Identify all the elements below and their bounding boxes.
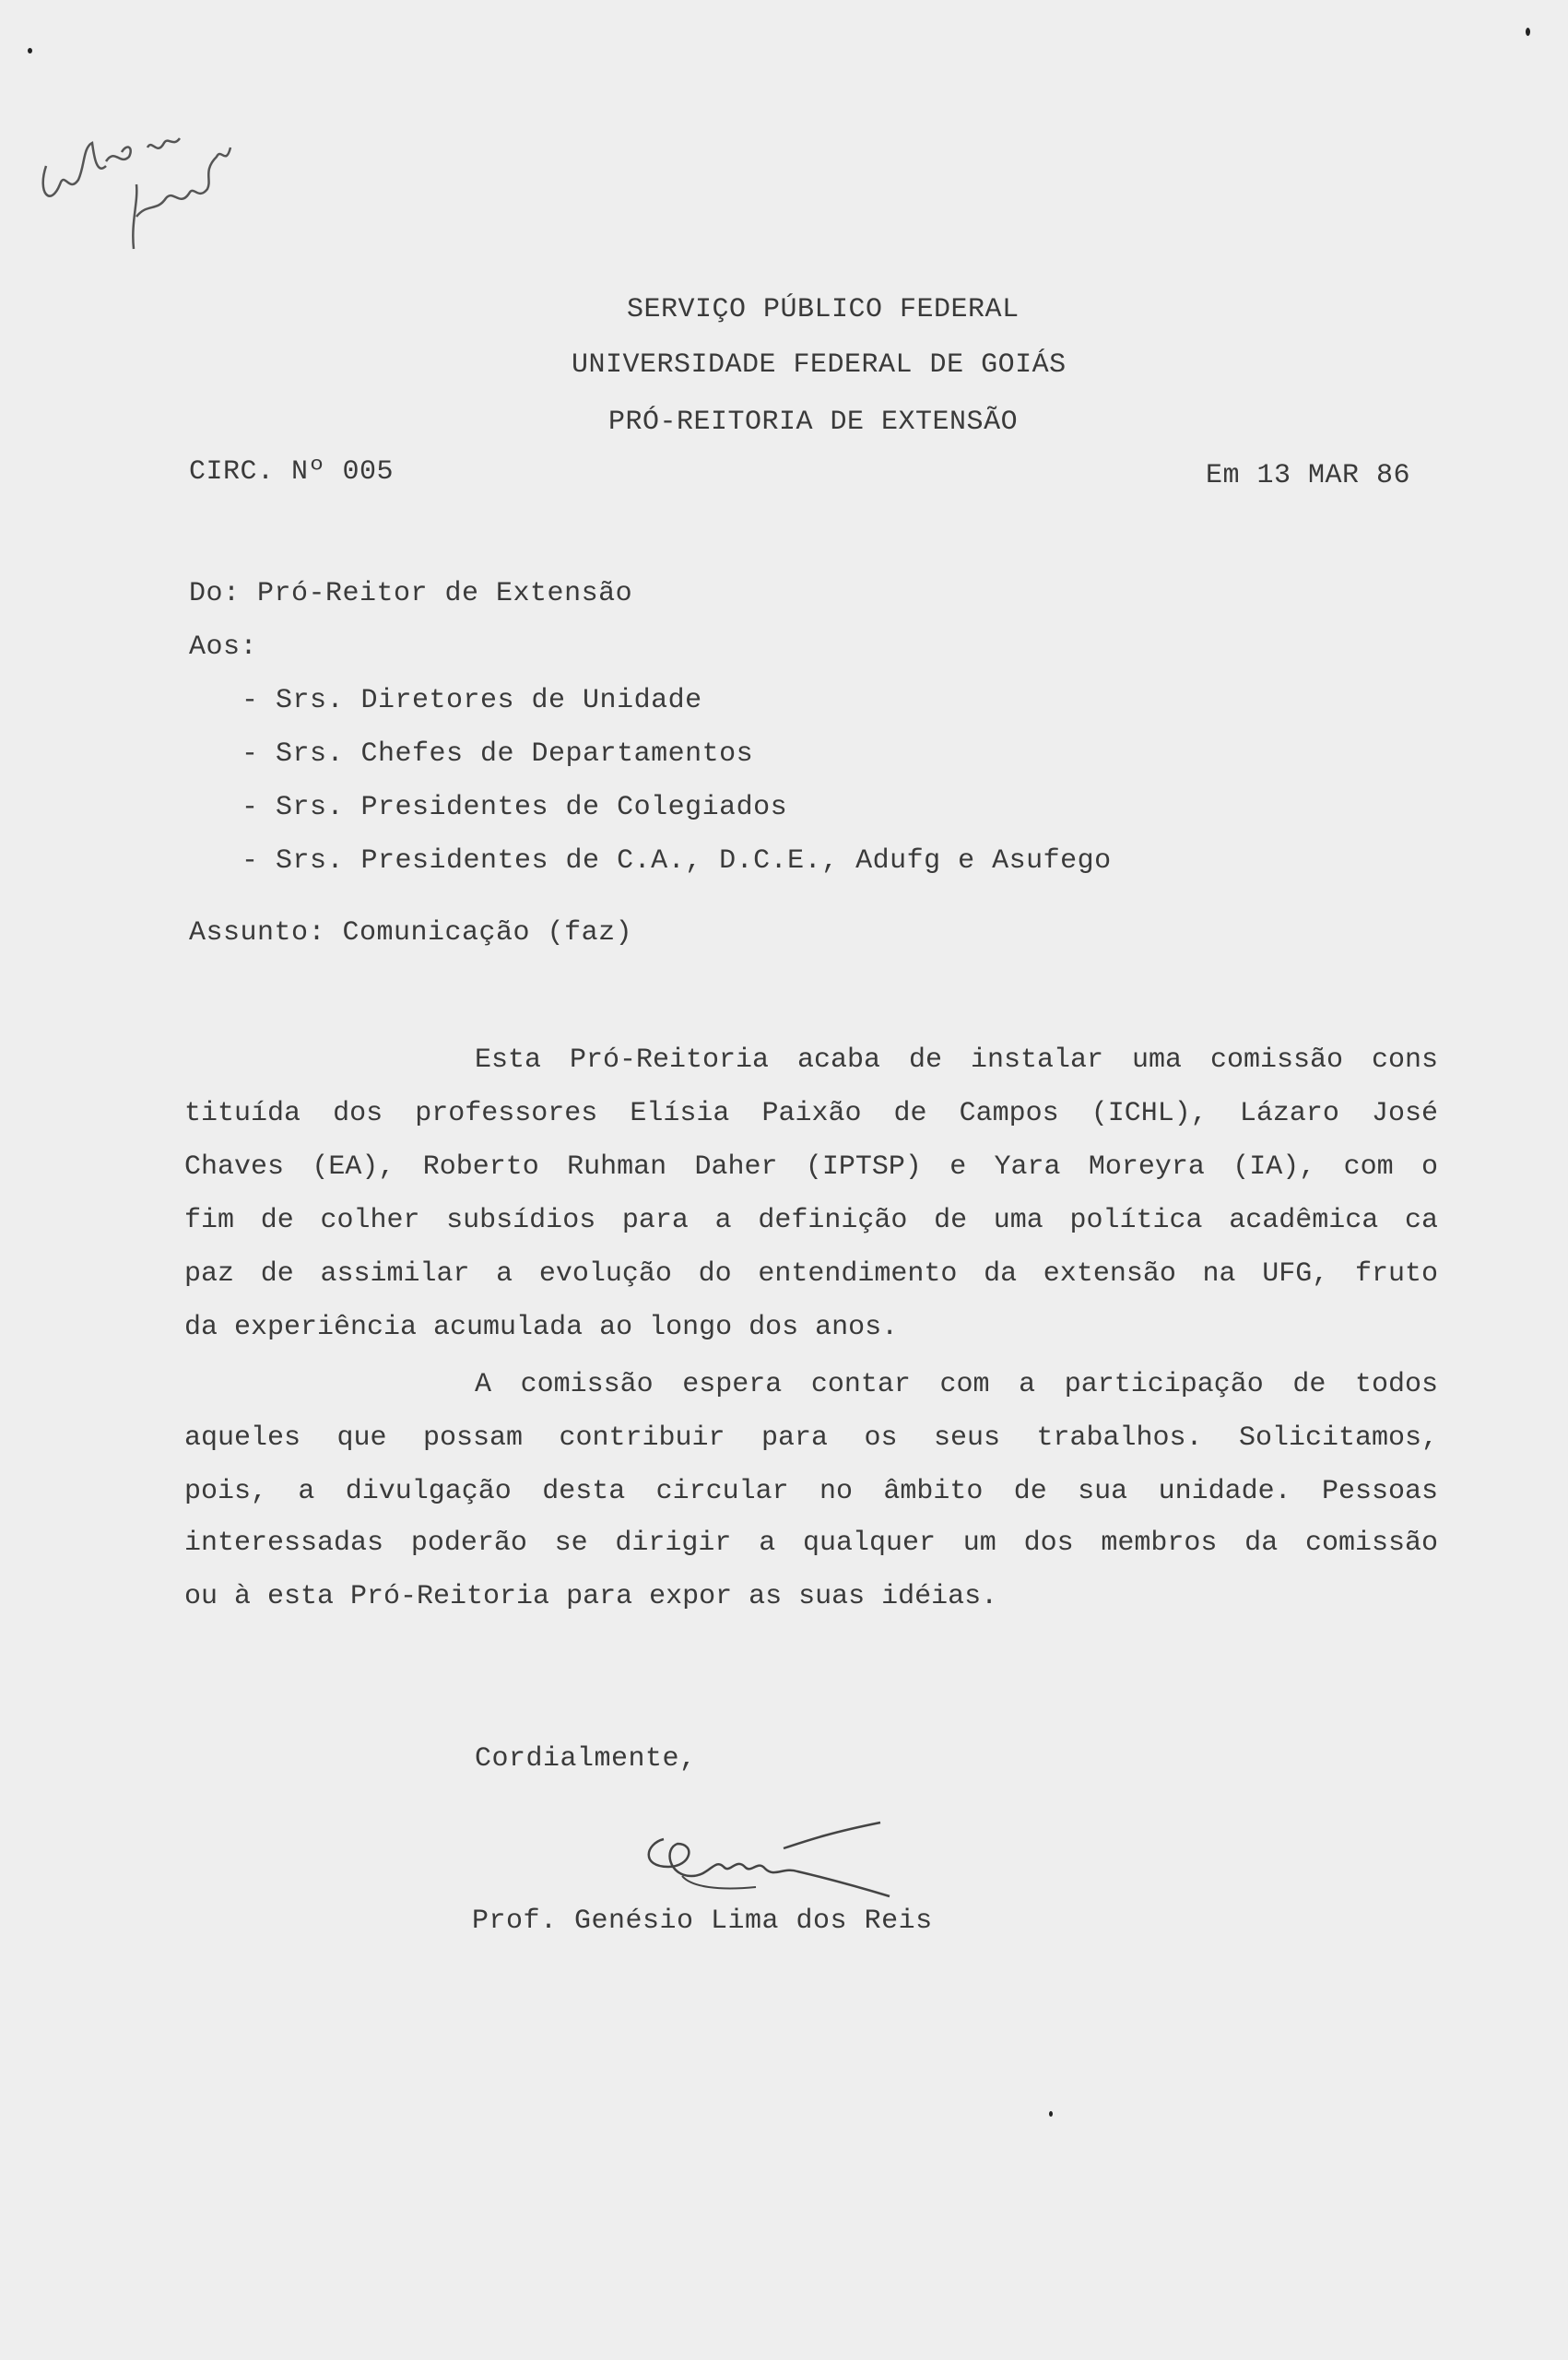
body-line: tituída dos professores Elísia Paixão de Campos (ICHL), Lázaro José xyxy=(184,1098,1438,1129)
ink-speck xyxy=(1526,28,1530,36)
handwritten-note xyxy=(18,55,240,258)
body-line: interessadas poderão se dirigir a qualquer um dos membros da comissão xyxy=(184,1528,1438,1559)
circular-number: CIRC. Nº 005 xyxy=(189,456,395,488)
body-line: Chaves (EA), Roberto Ruhman Daher (IPTSP) e Yara Moreyra (IA), com o xyxy=(184,1151,1438,1183)
circular-date: Em 13 MAR 86 xyxy=(1206,460,1411,491)
header-line-3: PRÓ-REITORIA DE EXTENSÃO xyxy=(608,407,1019,438)
closing: Cordialmente, xyxy=(475,1743,697,1775)
body-line: A comissão espera contar com a participação de todos xyxy=(475,1369,1438,1400)
body-line: Esta Pró-Reitoria acaba de instalar uma comissão cons xyxy=(475,1044,1438,1076)
recipient-item: - Srs. Chefes de Departamentos xyxy=(242,738,754,770)
subject-line: Assunto: Comunicação (faz) xyxy=(189,917,633,949)
header-line-1: SERVIÇO PÚBLICO FEDERAL xyxy=(627,294,1020,325)
ink-speck xyxy=(28,48,32,53)
signatory-name: Prof. Genésio Lima dos Reis xyxy=(472,1906,933,1937)
body-line: aqueles que possam contribuir para os seus trabalhos. Solicitamos, xyxy=(184,1422,1438,1454)
to-label: Aos: xyxy=(189,631,258,663)
header-line-2: UNIVERSIDADE FEDERAL DE GOIÁS xyxy=(572,349,1067,381)
from-line: Do: Pró-Reitor de Extensão xyxy=(189,578,633,609)
body-line: pois, a divulgação desta circular no âmbito de sua unidade. Pessoas xyxy=(184,1476,1438,1507)
recipient-item: - Srs. Diretores de Unidade xyxy=(242,685,702,716)
body-line: da experiência acumulada ao longo dos anos. xyxy=(184,1312,899,1343)
recipient-item: - Srs. Presidentes de Colegiados xyxy=(242,792,788,823)
recipient-item: - Srs. Presidentes de C.A., D.C.E., Adufg e Asufego xyxy=(242,845,1112,877)
body-line: paz de assimilar a evolução do entendimento da extensão na UFG, fruto xyxy=(184,1258,1438,1290)
ink-speck xyxy=(1049,2111,1053,2117)
body-line: fim de colher subsídios para a definição de uma política acadêmica ca xyxy=(184,1205,1438,1236)
body-line: ou à esta Pró-Reitoria para expor as suas idéias. xyxy=(184,1581,998,1612)
